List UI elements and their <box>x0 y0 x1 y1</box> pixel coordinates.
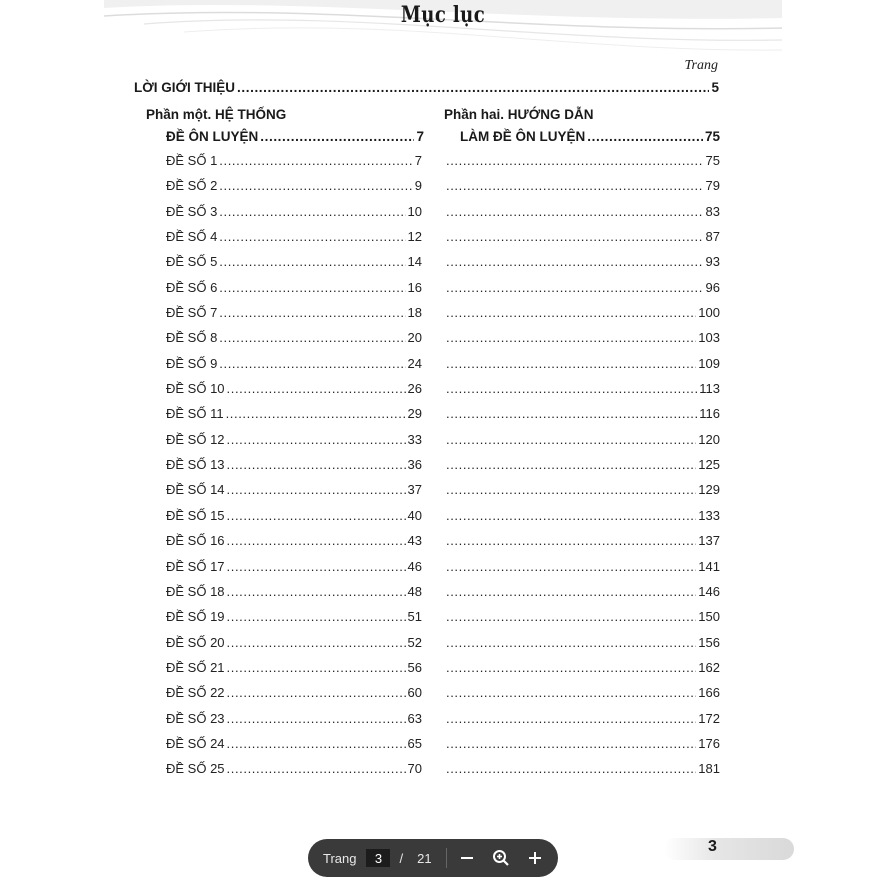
answer-page: 141 <box>698 558 720 574</box>
answer-entry[interactable] <box>444 559 720 584</box>
answer-entry[interactable] <box>444 432 720 457</box>
zoom-in-button[interactable] <box>521 844 549 872</box>
exam-page: 40 <box>407 507 422 523</box>
exam-entry[interactable] <box>166 178 422 203</box>
exam-entry[interactable] <box>166 609 422 634</box>
answer-entry[interactable] <box>444 584 720 609</box>
exam-entry[interactable] <box>166 406 422 431</box>
answer-page: 87 <box>705 229 720 245</box>
minus-icon <box>459 850 475 866</box>
answer-page: 103 <box>698 330 720 346</box>
exam-entry[interactable] <box>166 736 422 761</box>
dot-leader <box>227 660 406 675</box>
exam-label: ĐỀ SỐ 11 <box>166 406 224 422</box>
page-title: Mục lục <box>400 2 486 28</box>
answer-page: 79 <box>705 178 720 194</box>
answer-entry[interactable] <box>444 685 720 710</box>
exam-label: ĐỀ SỐ 16 <box>166 533 225 549</box>
dot-leader <box>587 129 703 144</box>
answer-entry[interactable] <box>444 457 720 482</box>
dot-leader <box>227 711 406 726</box>
exam-label: ĐỀ SỐ 2 <box>166 178 218 194</box>
part-one-title: Phần một. HỆ THỐNG <box>146 107 287 122</box>
dot-leader <box>226 406 406 421</box>
dot-leader <box>219 153 412 168</box>
answer-entry[interactable] <box>444 635 720 660</box>
exam-label: ĐỀ SỐ 14 <box>166 482 225 498</box>
dot-leader <box>227 559 406 574</box>
dot-leader <box>446 660 696 675</box>
answer-entry[interactable] <box>444 736 720 761</box>
dot-leader <box>219 178 412 193</box>
part-one-subtitle: ĐỀ ÔN LUYỆN <box>166 129 259 144</box>
exam-label: ĐỀ SỐ 23 <box>166 710 225 726</box>
answer-page: 176 <box>698 735 720 751</box>
exam-entry[interactable] <box>166 254 422 279</box>
dot-leader <box>446 406 697 421</box>
exam-page: 14 <box>407 254 422 270</box>
intro-label: LỜI GIỚI THIỆU <box>134 80 236 95</box>
exam-page: 70 <box>407 761 422 777</box>
dot-leader <box>260 129 414 144</box>
answer-page: 146 <box>698 583 720 599</box>
answer-entry[interactable] <box>444 229 720 254</box>
answer-entry[interactable] <box>444 254 720 279</box>
exam-entry[interactable] <box>166 761 422 786</box>
page-number: 3 <box>708 838 717 855</box>
dot-leader <box>446 381 697 396</box>
exam-page: 63 <box>407 710 422 726</box>
exam-entry[interactable] <box>166 457 422 482</box>
answer-page: 125 <box>698 457 720 473</box>
answer-page: 93 <box>705 254 720 270</box>
answer-entry[interactable] <box>444 533 720 558</box>
plus-icon <box>527 850 543 866</box>
exam-entry[interactable] <box>166 508 422 533</box>
exam-label: ĐỀ SỐ 17 <box>166 558 225 574</box>
exam-entry[interactable] <box>166 482 422 507</box>
zoom-out-button[interactable] <box>453 844 481 872</box>
answer-entry[interactable] <box>444 153 720 178</box>
dot-leader <box>446 711 696 726</box>
exam-entry[interactable] <box>166 584 422 609</box>
answer-page: 166 <box>698 685 720 701</box>
exam-page: 12 <box>407 229 422 245</box>
zoom-icon <box>492 849 510 867</box>
exam-entry[interactable] <box>166 305 422 330</box>
dot-leader <box>237 80 709 95</box>
answer-entry[interactable] <box>444 660 720 685</box>
exam-page: 36 <box>407 457 422 473</box>
exam-label: ĐỀ SỐ 10 <box>166 381 225 397</box>
dot-leader <box>446 533 696 548</box>
exam-label: ĐỀ SỐ 15 <box>166 507 225 523</box>
current-page-input[interactable] <box>366 849 390 867</box>
exam-page: 65 <box>407 735 422 751</box>
exam-page: 29 <box>407 406 422 422</box>
total-pages: 21 <box>417 850 432 866</box>
exam-page: 10 <box>407 203 422 219</box>
exam-label: ĐỀ SỐ 8 <box>166 330 218 346</box>
dot-leader <box>227 432 406 447</box>
dot-leader <box>227 533 406 548</box>
exam-page: 48 <box>407 583 422 599</box>
answer-page: 120 <box>698 431 720 447</box>
answer-page: 116 <box>699 406 720 422</box>
dot-leader <box>227 761 406 776</box>
dot-leader <box>219 356 405 371</box>
answer-entry[interactable] <box>444 711 720 736</box>
exam-entry[interactable] <box>166 381 422 406</box>
answer-page: 96 <box>705 279 720 295</box>
page-label: Trang <box>323 850 357 866</box>
dot-leader <box>446 559 696 574</box>
dot-leader <box>446 584 696 599</box>
exam-page: 9 <box>414 178 422 194</box>
answer-page: 75 <box>705 153 720 168</box>
exam-entry[interactable] <box>166 685 422 710</box>
exam-label: ĐỀ SỐ 19 <box>166 609 225 625</box>
exam-label: ĐỀ SỐ 25 <box>166 761 225 777</box>
dot-leader <box>446 254 704 269</box>
dot-leader <box>219 229 405 244</box>
answer-entry[interactable] <box>444 381 720 406</box>
dot-leader <box>227 736 406 751</box>
exam-label: ĐỀ SỐ 21 <box>166 659 225 675</box>
dot-leader <box>219 280 405 295</box>
exam-page: 20 <box>407 330 422 346</box>
exam-entry[interactable] <box>166 204 422 229</box>
page-separator: / <box>399 850 404 866</box>
part-one-page: 7 <box>416 129 424 144</box>
exam-label: ĐỀ SỐ 13 <box>166 457 225 473</box>
answer-page: 150 <box>698 609 720 625</box>
answer-page: 181 <box>698 761 720 777</box>
dot-leader <box>227 685 406 700</box>
dot-leader <box>446 635 696 650</box>
exam-page: 52 <box>407 634 422 650</box>
answer-entry[interactable] <box>444 482 720 507</box>
dot-leader <box>227 508 406 523</box>
dot-leader <box>446 356 696 371</box>
answer-page: 162 <box>698 659 720 675</box>
answer-entry[interactable] <box>444 609 720 634</box>
part-two-title: Phần hai. HƯỚNG DẪN <box>444 107 594 122</box>
answer-entry[interactable] <box>444 305 720 330</box>
part-two-entry[interactable] <box>460 129 720 147</box>
answer-entry[interactable] <box>444 356 720 381</box>
page-column-header: Trang <box>684 58 718 73</box>
answer-page: 133 <box>698 507 720 523</box>
dot-leader <box>227 457 406 472</box>
exam-page: 56 <box>407 659 422 675</box>
exam-label: ĐỀ SỐ 20 <box>166 634 225 650</box>
exam-page: 18 <box>407 305 422 321</box>
intro-page: 5 <box>711 80 719 95</box>
dot-leader <box>446 178 704 193</box>
dot-leader <box>227 482 406 497</box>
answer-page: 109 <box>698 355 720 371</box>
exam-entry[interactable] <box>166 660 422 685</box>
exam-page: 37 <box>407 482 422 498</box>
exam-page: 33 <box>407 431 422 447</box>
exam-entry[interactable] <box>166 533 422 558</box>
exam-label: ĐỀ SỐ 3 <box>166 203 218 219</box>
dot-leader <box>446 432 696 447</box>
part-two-subtitle: LÀM ĐỀ ÔN LUYỆN <box>460 129 586 144</box>
answer-entry[interactable] <box>444 178 720 203</box>
dot-leader <box>227 609 406 624</box>
part-two-page: 75 <box>704 129 720 144</box>
exam-page: 26 <box>407 381 422 397</box>
exam-label: ĐỀ SỐ 22 <box>166 685 225 701</box>
dot-leader <box>446 685 696 700</box>
exam-label: ĐỀ SỐ 24 <box>166 735 225 751</box>
dot-leader <box>446 153 704 168</box>
pdf-viewer-toolbar <box>308 839 558 877</box>
dot-leader <box>219 330 405 345</box>
answer-page: 100 <box>698 305 720 321</box>
exam-label: ĐỀ SỐ 7 <box>166 305 218 321</box>
answer-entry[interactable] <box>444 280 720 305</box>
answer-page: 137 <box>698 533 720 549</box>
exam-page: 16 <box>407 279 422 295</box>
dot-leader <box>446 457 696 472</box>
exam-list <box>166 153 422 787</box>
dot-leader <box>446 204 704 219</box>
dot-leader <box>227 381 406 396</box>
toolbar-divider <box>446 848 447 868</box>
dot-leader <box>219 305 405 320</box>
dot-leader <box>219 254 405 269</box>
exam-label: ĐỀ SỐ 18 <box>166 583 225 599</box>
exam-label: ĐỀ SỐ 9 <box>166 355 218 371</box>
exam-entry[interactable] <box>166 153 422 178</box>
dot-leader <box>446 330 696 345</box>
exam-label: ĐỀ SỐ 12 <box>166 431 225 447</box>
answer-page: 113 <box>699 381 720 397</box>
dot-leader <box>227 584 406 599</box>
zoom-button[interactable] <box>487 844 515 872</box>
answer-page: 129 <box>698 482 720 498</box>
exam-entry[interactable] <box>166 559 422 584</box>
exam-page: 60 <box>407 685 422 701</box>
toc-intro-entry[interactable] <box>134 80 719 98</box>
dot-leader <box>446 305 696 320</box>
document-page <box>104 0 782 885</box>
dot-leader <box>227 635 406 650</box>
exam-label: ĐỀ SỐ 5 <box>166 254 218 270</box>
answer-page: 83 <box>705 203 720 219</box>
exam-page: 43 <box>407 533 422 549</box>
exam-label: ĐỀ SỐ 4 <box>166 229 218 245</box>
exam-label: ĐỀ SỐ 6 <box>166 279 218 295</box>
answer-entry[interactable] <box>444 330 720 355</box>
exam-entry[interactable] <box>166 229 422 254</box>
exam-entry[interactable] <box>166 711 422 736</box>
exam-page: 24 <box>407 355 422 371</box>
dot-leader <box>446 229 704 244</box>
exam-entry[interactable] <box>166 356 422 381</box>
dot-leader <box>446 609 696 624</box>
exam-label: ĐỀ SỐ 1 <box>166 153 218 168</box>
exam-entry[interactable] <box>166 635 422 660</box>
dot-leader <box>446 482 696 497</box>
exam-page: 7 <box>414 153 422 168</box>
part-one-entry[interactable] <box>166 129 424 147</box>
dot-leader <box>446 736 696 751</box>
exam-entry[interactable] <box>166 280 422 305</box>
exam-page: 51 <box>407 609 422 625</box>
answer-entry[interactable] <box>444 204 720 229</box>
answer-entry[interactable] <box>444 508 720 533</box>
dot-leader <box>446 508 696 523</box>
answer-entry[interactable] <box>444 406 720 431</box>
exam-entry[interactable] <box>166 432 422 457</box>
exam-entry[interactable] <box>166 330 422 355</box>
dot-leader <box>446 761 696 776</box>
dot-leader <box>446 280 704 295</box>
answer-entry[interactable] <box>444 761 720 786</box>
answer-page: 172 <box>698 710 720 726</box>
answer-page: 156 <box>698 634 720 650</box>
dot-leader <box>219 204 405 219</box>
page-number-bar <box>664 838 794 860</box>
exam-page: 46 <box>407 558 422 574</box>
answer-list <box>444 153 720 787</box>
